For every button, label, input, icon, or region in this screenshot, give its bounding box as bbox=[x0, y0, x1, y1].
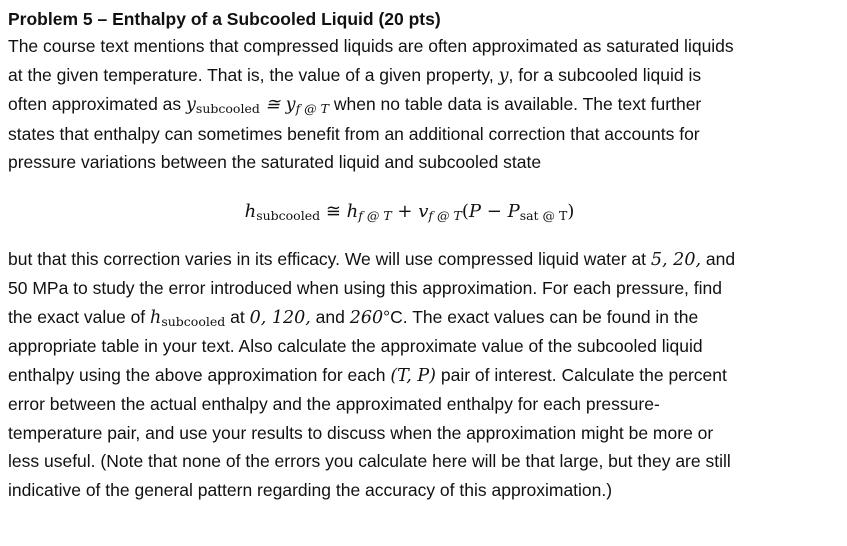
approx-symbol: ≅ bbox=[265, 95, 281, 115]
intro-line-2: at the given temperature. That is, the value of a given property, y, for a subcooled liquid is bbox=[8, 64, 702, 86]
eq-v-f: $v_{f @ T}$ bbox=[418, 200, 462, 223]
eq-h-f: $h_{f @ T}$ bbox=[346, 200, 392, 223]
body-line-7: temperature pair, and use your results to discuss when the approximation might be more or bbox=[8, 422, 714, 443]
eq-approx: ≅ bbox=[325, 200, 341, 222]
eq-minus: − bbox=[486, 200, 502, 222]
body-line-3: the exact value of $h_{subcooled}$ at 0, 120, and 260°C. The exact values can be found in the bbox=[8, 306, 699, 329]
body-line-1: but that this correction varies in its efficacy. We will use compressed liquid water at 5, 20, and bbox=[8, 248, 736, 270]
body-line-9: indicative of the general pattern regarding the accuracy of this approximation.) bbox=[8, 479, 613, 500]
math-y-f-at-T: $y_{f @ T}$ bbox=[285, 95, 329, 116]
body-line-2: 50 MPa to study the error introduced when using this approximation. For each pressure, find bbox=[8, 278, 722, 298]
eq-P: P bbox=[468, 200, 481, 222]
intro-line-5: pressure variations between the saturated liquid and subcooled state bbox=[8, 152, 542, 172]
math-y-subcooled: $y_{subcooled}$ bbox=[186, 95, 260, 116]
body-paragraph bbox=[8, 245, 839, 505]
body-line-4: appropriate table in your text. Also calculate the approximate value of the subcooled liquid bbox=[8, 336, 703, 356]
intro-line-3: often approximated as $y_{subcooled}$ ≅ $y_{f @ T}$ when no table data is available. The text further bbox=[8, 94, 702, 116]
math-y: y bbox=[498, 65, 509, 86]
body-line-6: error between the actual enthalpy and the approximated enthalpy for each pressure- bbox=[8, 394, 660, 414]
eq-plus: + bbox=[397, 200, 413, 222]
body-line-5: enthalpy using the above approximation for each (T, P) pair of interest. Calculate the percent bbox=[8, 364, 727, 386]
enthalpy-equation: $h_{subcooled}$ ≅ $h_{f @ T} + v_{f @ T}(P - P_{sat @ T})$ bbox=[244, 200, 575, 223]
eq-P-sat: $P_{sat @ T}$ bbox=[507, 200, 568, 223]
intro-line-1: The course text mentions that compressed liquids are often approximated as saturated liquids bbox=[8, 36, 734, 56]
intro-line-4: states that enthalpy can sometimes benefit from an additional correction that accounts for bbox=[8, 123, 700, 144]
body-line-8: less useful. (Note that none of the errors you calculate here will be that large, but they are still bbox=[8, 451, 731, 471]
problem-title: Problem 5 – Enthalpy of a Subcooled Liquid (20 pts) bbox=[8, 9, 441, 29]
intro-paragraph bbox=[8, 32, 839, 177]
eq-h-subcooled: $h_{subcooled}$ bbox=[244, 200, 321, 223]
